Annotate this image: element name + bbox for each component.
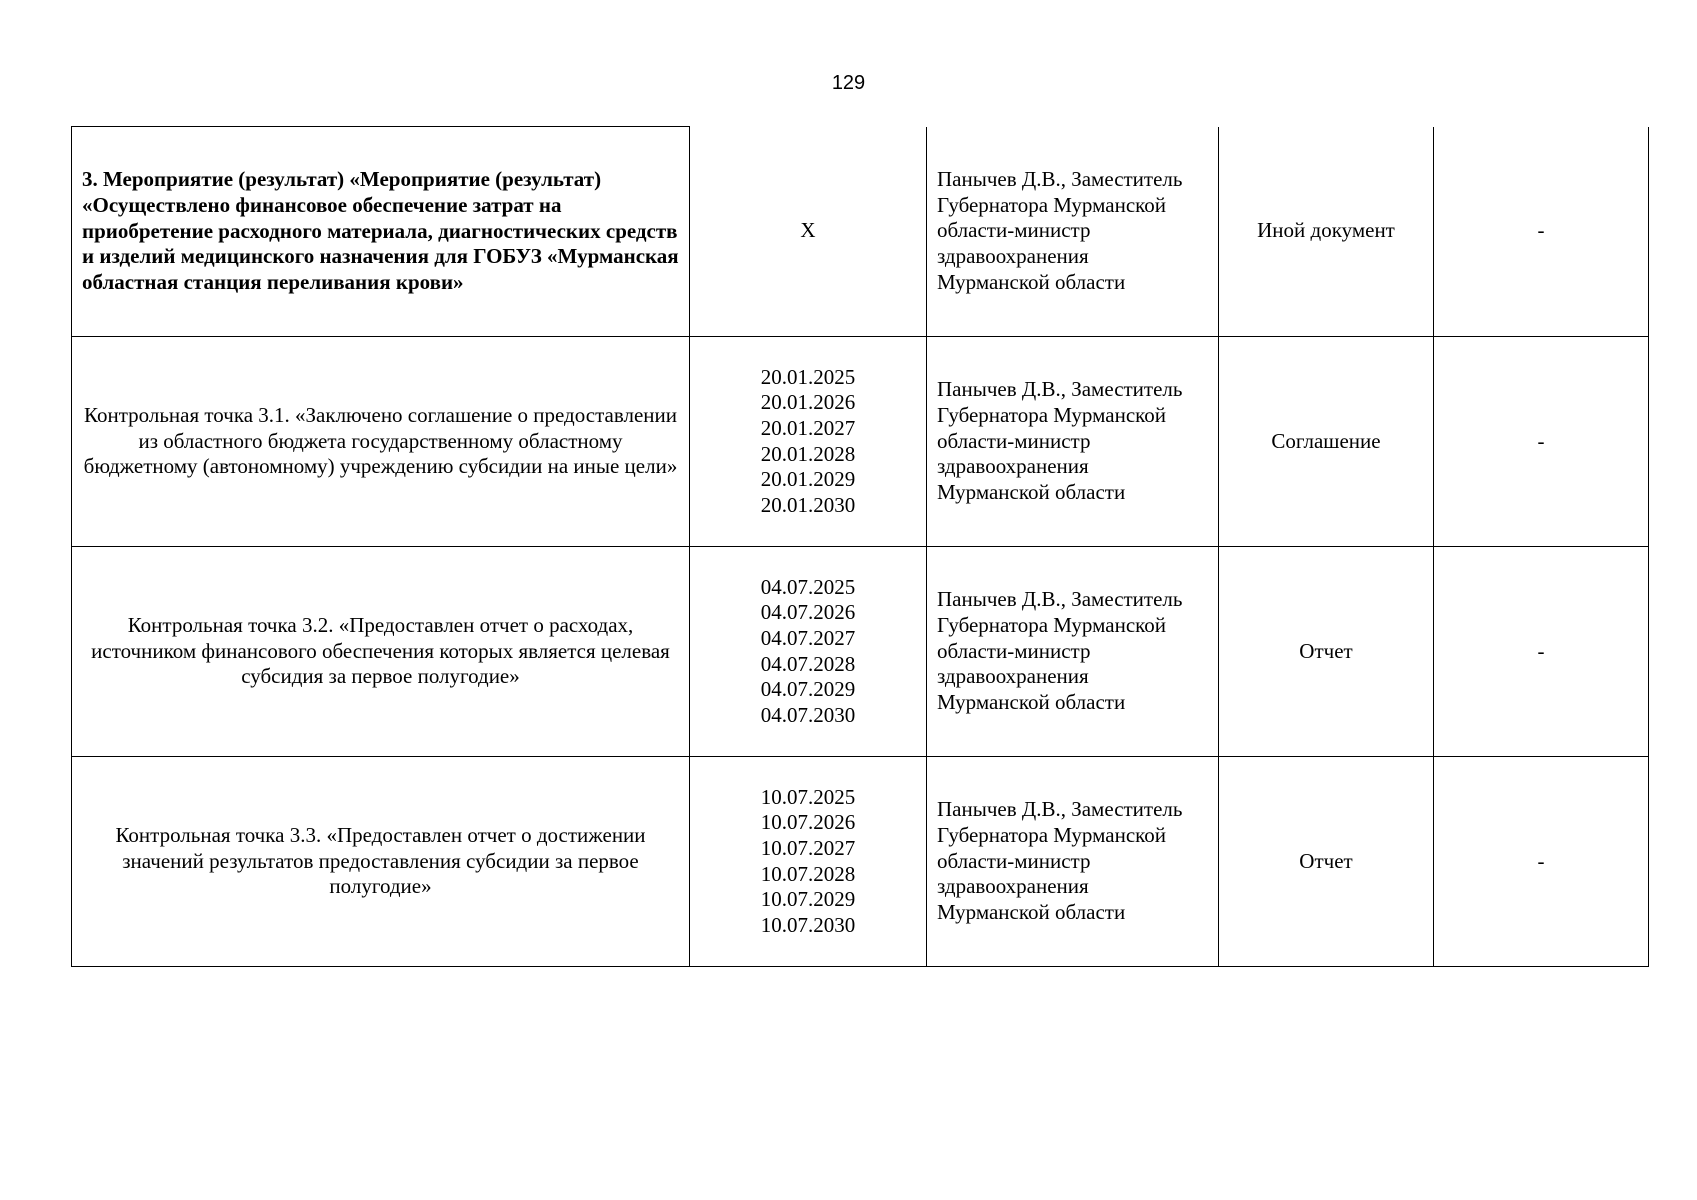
table-row — [72, 337, 1649, 547]
responsible-line: здравоохранения — [937, 664, 1089, 689]
event-description: 3. Мероприятие (результат) «Мероприятие (результат) «Осуществлено финансовое обеспечение затрат на приобретение расходного материала, диагностических средств и изделий медицинского назначения для ГОБУЗ «Мурманская областная станция переливания крови» — [72, 127, 690, 337]
control-point-description: Контрольная точка 3.3. «Предоставлен отчет о достижении значений результатов предоставления субсидии за первое полугодие» — [72, 757, 690, 967]
table-row — [72, 757, 1649, 967]
date-value: 20.01.2027 — [760, 415, 856, 440]
date-value: 20.01.2025 — [760, 364, 856, 389]
responsible-line: Панычев Д.В., Заместитель — [937, 167, 1183, 192]
date-value: 20.01.2030 — [760, 492, 856, 517]
responsible-cell — [927, 547, 1219, 757]
date-value: 04.07.2029 — [760, 677, 856, 702]
dates-cell — [690, 337, 927, 547]
date-value: 04.07.2030 — [760, 702, 856, 727]
dates-cell — [690, 127, 927, 337]
responsible-line: Мурманской области — [937, 689, 1126, 714]
responsible-line: Губернатора Мурманской — [937, 403, 1167, 428]
responsible-line: области-министр — [937, 428, 1091, 453]
responsible-line: здравоохранения — [937, 454, 1089, 479]
date-value: 04.07.2028 — [760, 651, 856, 676]
control-point-description: Контрольная точка 3.1. «Заключено соглашение о предоставлении из областного бюджета государственному областному бюджетному (автономному) учреждению субсидии на иные цели» — [72, 337, 690, 547]
responsible-line: Панычев Д.В., Заместитель — [937, 587, 1183, 612]
dates-cell — [690, 757, 927, 967]
responsible-cell — [927, 757, 1219, 967]
responsible-line: Панычев Д.В., Заместитель — [937, 797, 1183, 822]
responsible-line: области-министр — [937, 848, 1091, 873]
document-type: Соглашение — [1219, 337, 1434, 547]
date-value: 10.07.2025 — [760, 784, 856, 809]
document-type: Отчет — [1219, 757, 1434, 967]
note-cell: - — [1434, 337, 1649, 547]
note-cell: - — [1434, 757, 1649, 967]
date-value: 04.07.2027 — [760, 625, 856, 650]
responsible-line: Губернатора Мурманской — [937, 823, 1167, 848]
note-cell: - — [1434, 547, 1649, 757]
document-type: Отчет — [1219, 547, 1434, 757]
responsible-line: области-министр — [937, 218, 1091, 243]
date-value: 10.07.2027 — [760, 835, 856, 860]
date-value: 04.07.2025 — [760, 574, 856, 599]
responsible-line: здравоохранения — [937, 874, 1089, 899]
control-points-table — [71, 126, 1649, 967]
date-value: 20.01.2026 — [760, 390, 856, 415]
dates-cell — [690, 547, 927, 757]
responsible-line: Мурманской области — [937, 899, 1126, 924]
date-value: 20.01.2029 — [760, 467, 856, 492]
table-row — [72, 547, 1649, 757]
responsible-line: Губернатора Мурманской — [937, 192, 1167, 217]
date-value: X — [800, 218, 816, 243]
control-point-description: Контрольная точка 3.2. «Предоставлен отчет о расходах, источником финансового обеспечения которых является целевая субсидия за первое полугодие» — [72, 547, 690, 757]
responsible-cell — [927, 127, 1219, 337]
date-value: 04.07.2026 — [760, 600, 856, 625]
date-value: 10.07.2028 — [760, 861, 856, 886]
date-value: 10.07.2026 — [760, 810, 856, 835]
table-row — [72, 127, 1649, 337]
responsible-line: области-министр — [937, 638, 1091, 663]
responsible-line: здравоохранения — [937, 244, 1089, 269]
page-number: 129 — [831, 72, 866, 94]
responsible-line: Мурманской области — [937, 479, 1126, 504]
responsible-cell — [927, 337, 1219, 547]
date-value: 20.01.2028 — [760, 441, 856, 466]
note-cell: - — [1434, 127, 1649, 337]
responsible-line: Губернатора Мурманской — [937, 613, 1167, 638]
responsible-line: Мурманской области — [937, 269, 1126, 294]
date-value: 10.07.2030 — [760, 912, 856, 937]
responsible-line: Панычев Д.В., Заместитель — [937, 377, 1183, 402]
date-value: 10.07.2029 — [760, 887, 856, 912]
document-type: Иной документ — [1219, 127, 1434, 337]
